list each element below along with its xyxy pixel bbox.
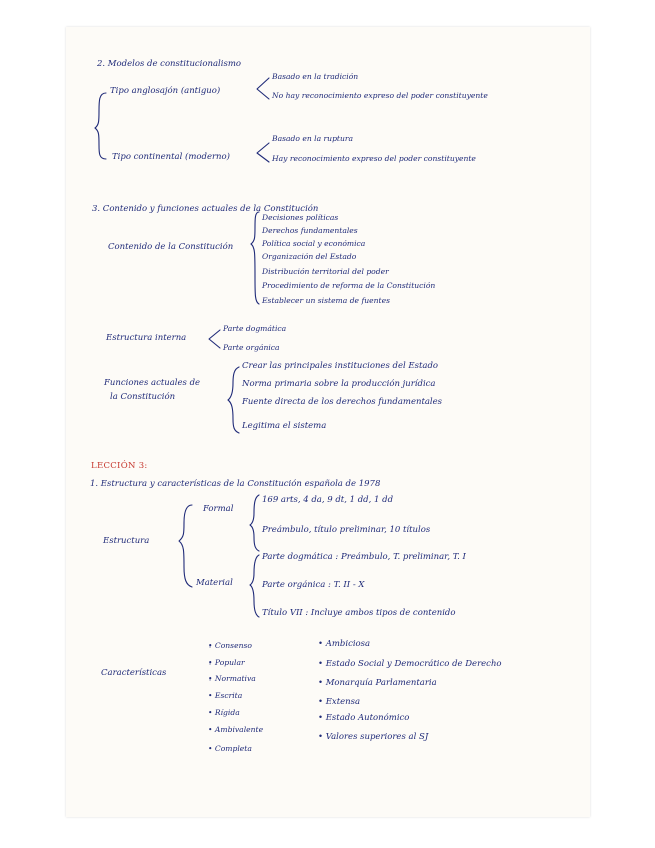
brace-formal <box>250 495 259 551</box>
leccion-3-title: 1. Estructura y características de la Constitución española de 1978 <box>90 479 381 489</box>
contenido-item: Establecer un sistema de fuentes <box>262 296 390 305</box>
caract-left-item: • Escrita <box>208 691 243 700</box>
brace-estructura-l3 <box>179 505 192 587</box>
formal-label: Formal <box>203 504 234 514</box>
estructura-interna-label: Estructura interna <box>106 333 187 343</box>
caract-right-item: • Estado Social y Democrático de Derecho <box>318 659 502 669</box>
funciones-item: Norma primaria sobre la producción jurídica <box>242 379 436 389</box>
caract-right-item: • Valores superiores al SJ <box>318 732 429 742</box>
caract-left-item: • Ambivalente <box>208 725 264 734</box>
estructura-label: Estructura <box>103 536 150 546</box>
caract-right-item: • Monarquía Parlamentaria <box>318 678 437 688</box>
caract-left-item: • Rígida <box>208 708 240 717</box>
angle-bracket-anglo <box>257 78 269 99</box>
contenido-item: Procedimiento de reforma de la Constitución <box>262 281 436 290</box>
material-item: Título VII : Incluye ambos tipos de contenido <box>262 608 456 618</box>
contenido-label: Contenido de la Constitución <box>108 242 234 252</box>
caract-right-item: • Extensa <box>318 697 361 707</box>
leccion-heading: LECCIÓN 3: <box>91 461 148 471</box>
cont-item: Basado en la ruptura <box>272 134 354 143</box>
left-brace-models <box>95 93 106 159</box>
angle-bracket-estructura <box>209 330 220 348</box>
caract-right-item: • Ambiciosa <box>318 639 371 649</box>
contenido-item: Política social y económica <box>262 239 366 248</box>
caract-left-item: • Popular <box>208 658 245 667</box>
contenido-item: Distribución territorial del poder <box>262 267 389 276</box>
funciones-label: la Constitución <box>110 392 176 402</box>
funciones-item: Fuente directa de los derechos fundamentales <box>242 397 443 407</box>
funciones-item: Crear las principales instituciones del Estado <box>242 361 439 371</box>
section-3-title: 3. Contenido y funciones actuales de la Constitución <box>92 204 319 214</box>
brace-funciones <box>228 367 239 433</box>
angle-bracket-cont <box>257 143 269 162</box>
notebook-page <box>66 27 590 817</box>
caract-left-item: • Consenso <box>208 641 252 650</box>
anglo-item: No hay reconocimiento expreso del poder constituyente <box>272 91 488 100</box>
material-item: Parte orgánica : T. II - X <box>262 580 365 590</box>
caract-left-item: • Normativa <box>208 674 256 683</box>
caract-right-item: • Estado Autonómico <box>318 713 410 723</box>
material-label: Material <box>196 578 233 588</box>
formal-item: Preámbulo, título preliminar, 10 títulos <box>262 525 431 535</box>
contenido-item: Decisiones políticas <box>262 213 339 222</box>
tipo-continental-label: Tipo continental (moderno) <box>112 152 230 162</box>
brace-contenido <box>251 212 259 304</box>
caract-left-item: • Completa <box>208 744 252 753</box>
estructura-item: Parte orgánica <box>223 343 280 352</box>
cont-item: Hay reconocimiento expreso del poder constituyente <box>272 154 476 163</box>
caracteristicas-label: Características <box>101 668 167 678</box>
formal-item: 169 arts, 4 da, 9 dt, 1 dd, 1 dd <box>262 495 394 505</box>
tipo-anglosajon-label: Tipo anglosajón (antiguo) <box>110 86 221 96</box>
anglo-item: Basado en la tradición <box>272 72 359 81</box>
brace-material <box>250 555 259 617</box>
estructura-item: Parte dogmática <box>223 324 287 333</box>
contenido-item: Derechos fundamentales <box>262 226 358 235</box>
section-2-title: 2. Modelos de constitucionalismo <box>97 59 242 69</box>
contenido-item: Organización del Estado <box>262 252 357 261</box>
funciones-item: Legitima el sistema <box>242 421 327 431</box>
material-item: Parte dogmática : Preámbulo, T. preliminar, T. I <box>262 552 466 562</box>
funciones-label: Funciones actuales de <box>104 378 201 388</box>
